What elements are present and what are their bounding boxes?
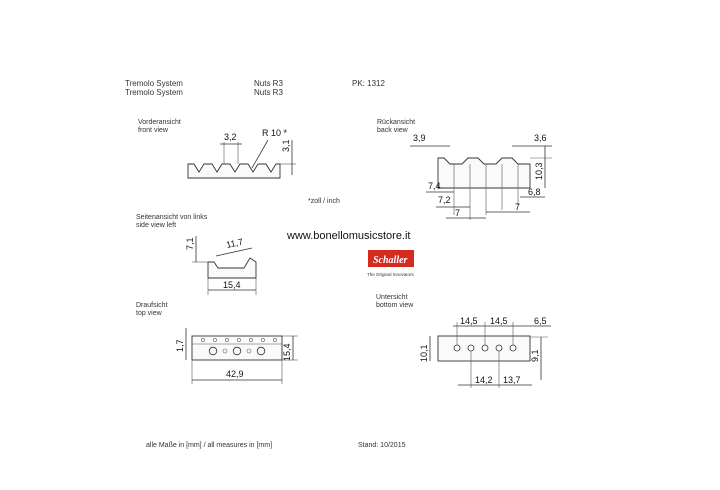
bottom-dim-14-5-a: 14,5 [460,316,478,326]
bottom-view [376,294,551,388]
front-dim-3-1: 3,1 [281,139,291,152]
back-dim-3-9: 3,9 [413,133,426,143]
front-dim-r10: R 10 * [262,128,288,138]
schaller-logo-text: Schaller [373,255,408,266]
bottom-view-label-de: Untersicht [376,294,408,301]
top-view [136,302,298,384]
header-title-1: Tremolo System [125,79,183,88]
bottom-dim-14-2: 14,2 [475,375,493,385]
bottom-dim-10-1: 10,1 [419,344,429,362]
inch-note: *zoll / inch [308,198,340,205]
front-dim-3-2: 3,2 [224,132,237,142]
side-view-label-de: Seitenansicht von links [136,214,208,221]
side-view [136,214,256,295]
back-dim-10-3: 10,3 [534,162,544,180]
top-dim-15-4: 15,4 [282,343,292,361]
back-view [377,119,552,220]
side-dim-line [216,248,252,256]
back-dim-7-a: 7 [455,208,461,218]
front-view-part [188,164,280,178]
back-dim-7-4: 7,4 [428,181,441,191]
bottom-dim-9-1: 9,1 [530,349,540,362]
top-dim-1-7: 1,7 [175,339,185,352]
back-dim-6-8: 6,8 [528,187,541,197]
website-watermark: www.bonellomusicstore.it [287,230,411,242]
top-view-label-en: top view [136,310,162,317]
header-title-2: Tremolo System [125,88,183,97]
side-dim-7-1: 7,1 [185,237,195,250]
side-view-label-en: side view left [136,222,177,229]
header [125,79,385,97]
top-view-label-de: Draufsicht [136,302,168,309]
schaller-logo-tagline: The Original Innovators [367,272,414,277]
top-view-part [192,336,282,360]
side-view-part [208,258,256,278]
side-dim-11-7: 11,7 [225,236,244,250]
header-pk: PK: 1312 [352,79,385,88]
back-view-part [438,158,530,188]
footer-measures: alle Maße in [mm] / all measures in [mm] [146,442,273,449]
bottom-dim-13-7: 13,7 [503,375,521,385]
top-dim-42-9: 42,9 [226,369,244,379]
back-view-label-en: back view [377,127,408,134]
back-view-label-de: Rückansicht [377,119,416,126]
front-view-label-en: front view [138,127,168,134]
back-dim-7-b: 7 [515,202,521,212]
schaller-logo [367,250,415,277]
front-view [138,119,340,205]
back-dim-7-2: 7,2 [438,195,451,205]
back-dim-3-6: 3,6 [534,133,547,143]
front-view-label-de: Vorderansicht [138,119,181,126]
bottom-dim-14-5-b: 14,5 [490,316,508,326]
side-dim-15-4: 15,4 [223,280,241,290]
bottom-view-label-en: bottom view [376,302,414,309]
footer-stand: Stand: 10/2015 [358,442,406,449]
header-model-2: Nuts R3 [254,88,283,97]
header-model-1: Nuts R3 [254,79,283,88]
bottom-dim-6-5: 6,5 [534,316,547,326]
